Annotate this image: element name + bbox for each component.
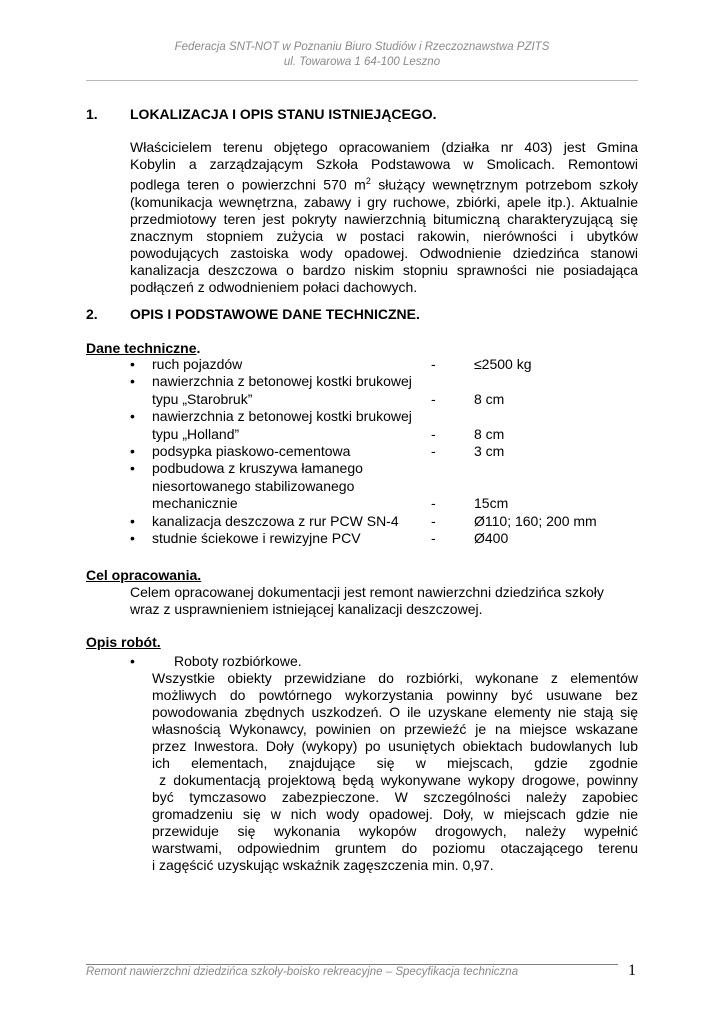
paragraph-line: powodowania zbędnych uszkodzeń. O ile uzyskane elementy nie stają się: [152, 704, 638, 720]
item-text: podsypka piaskowo-cementowa: [152, 443, 351, 459]
item-dash: -: [431, 425, 436, 442]
item-dash: -: [431, 530, 436, 546]
item-dash: -: [431, 495, 436, 512]
bullet: •: [130, 356, 135, 372]
item-text: mechanicznie: [152, 495, 238, 512]
paragraph-line: z dokumentacją projektową będą wykonywane wykopy drogowe, powinny: [152, 772, 638, 788]
paragraph-line: przedmiotowy teren jest pokryty nawierzchnią bitumiczną charakteryzującą się: [130, 210, 638, 227]
footer-divider: [86, 964, 618, 965]
item-value: Ø110; 160; 200 mm: [474, 512, 597, 529]
header-address: ul. Towarowa 1 64-100 Leszno: [283, 56, 441, 68]
item-value: 8 cm: [474, 425, 505, 442]
item-text: niesortowanego stabilizowanego: [152, 477, 355, 494]
item-text: typu „Starobruk”: [152, 390, 253, 407]
item-text: kanalizacja deszczowa z rur PCW SN-4: [152, 512, 399, 529]
item-text: podbudowa z kruszywa łamanego: [152, 460, 363, 477]
paragraph-line: gromadzeniu się w nich wody opadowej. Doły, w miejscach gdzie nie: [152, 806, 638, 822]
paragraph-line: [130, 173, 638, 194]
paragraph-line: przewiduje się wykonania wykopów drogowych, należy wypełnić: [152, 823, 638, 839]
section-1-number: 1.: [86, 106, 98, 122]
item-text: ruch pojazdów: [152, 356, 243, 372]
section-2-number: 2.: [86, 306, 98, 322]
section-1-paragraph: [130, 139, 638, 296]
bullet: •: [130, 512, 135, 529]
item-value: 3 cm: [474, 443, 505, 459]
header-divider: [86, 80, 638, 81]
item-value: Ø400: [474, 530, 509, 546]
item-dash: -: [431, 512, 436, 529]
item-text: typu „Holland”: [152, 425, 240, 442]
section-2-title: OPIS I PODSTAWOWE DANE TECHNICZNE.: [130, 306, 420, 322]
item-text: nawierzchnia z betonowej kostki brukowej: [152, 408, 412, 425]
paragraph-line: własnością Wykonawcy, powinien on przewieźć je na miejsce wskazane: [152, 721, 638, 737]
paragraph-line: podłączeń z odwodnieniem połaci dachowych.: [130, 278, 418, 295]
item-dash: -: [431, 390, 436, 407]
paragraph-line: (komunikacja wewnętrzna, zabawy i gry ruchowe, zbiórki, apele itp.). Aktualnie: [130, 193, 638, 210]
opis-item-text: Roboty rozbiórkowe.: [174, 653, 302, 669]
paragraph-line: Celem opracowanej dokumentacji jest remont nawierzchni dziedzińca szkoły: [130, 584, 604, 600]
cel-heading: Cel opracowania.: [86, 567, 202, 583]
paragraph-line: Właścicielem terenu objętego opracowaniem (działka nr 403) jest Gmina: [130, 139, 638, 155]
paragraph-line: Kobylin a zarządzającym Szkoła Podstawowa w Smolicach. Remontowi: [130, 156, 638, 172]
item-text: nawierzchnia z betonowej kostki brukowej: [152, 373, 412, 390]
bullet: •: [130, 408, 135, 425]
area-text-rest: służący wewnętrznym potrzebom szkoły: [370, 176, 638, 193]
paragraph-line: być tymczasowo zabezpieczone. W szczególności należy zapobiec: [152, 789, 638, 805]
opis-heading: Opis robót.: [86, 634, 161, 650]
item-value: ≤2500 kg: [474, 356, 532, 372]
bullet: •: [130, 653, 135, 669]
bullet: •: [130, 530, 135, 546]
paragraph-line: kanalizacja deszczowa o bardzo niskim stopniu sprawności nie posiadająca: [130, 261, 638, 278]
dane-heading-text: Dane techniczne: [86, 340, 197, 356]
section-1-title: LOKALIZACJA I OPIS STANU ISTNIEJĄCEGO.: [130, 106, 437, 122]
page-number: 1: [628, 962, 636, 979]
paragraph-line: Wszystkie obiekty przewidziane do rozbiórki, wykonane z elementów: [152, 670, 638, 686]
paragraph-line: możliwych do powtórnego wykorzystania powinny być usuwane bez: [152, 687, 638, 703]
item-value: 15cm: [474, 495, 509, 512]
bullet: •: [130, 443, 135, 459]
item-dash: -: [431, 443, 436, 459]
paragraph-line: powodujących zastoiska wody opadowej. Odwodnienie dziedzińca stanowi: [130, 244, 638, 261]
area-text: podlega teren o powierzchni 570 m: [130, 176, 366, 193]
paragraph-line: znacznym stopniem zużycia w postaci rakowin, nierówności i ubytków: [130, 227, 638, 244]
opis-paragraph: [152, 670, 638, 874]
header-organization: Federacja SNT-NOT w Poznaniu Biuro Studiów i Rzeczoznawstwa PZITS: [174, 41, 550, 53]
bullet: •: [130, 460, 135, 477]
dane-heading: [86, 340, 200, 356]
dane-heading-suffix: .: [196, 340, 201, 356]
paragraph-line: warstwami, odpowiednim gruntem do poziomu otaczającego terenu: [152, 840, 638, 856]
paragraph-line: i zagęścić uzyskując wskaźnik zagęszczenia min. 0,97.: [152, 857, 494, 873]
cel-paragraph: [130, 584, 638, 618]
section-1-heading: [86, 106, 436, 122]
item-value: 8 cm: [474, 390, 505, 407]
paragraph-line: wraz z usprawnieniem istniejącej kanalizacji deszczowej.: [130, 601, 483, 617]
footer-title: Remont nawierzchni dziedzińca szkoły-boisko rekreacyjne – Specyfikacja techniczna: [86, 966, 519, 978]
area-superscript: 2: [365, 176, 371, 186]
item-text: studnie ściekowe i rewizyjne PCV: [152, 530, 361, 546]
item-dash: -: [431, 356, 436, 372]
bullet: •: [130, 373, 135, 390]
paragraph-line: ich elementach, znajdujące się w miejscach, gdzie zgodnie: [152, 755, 638, 771]
section-2-heading: [86, 306, 420, 322]
paragraph-line: przez Inwestora. Doły (wykopy) po usuniętych obiektach budowlanych lub: [152, 738, 638, 754]
